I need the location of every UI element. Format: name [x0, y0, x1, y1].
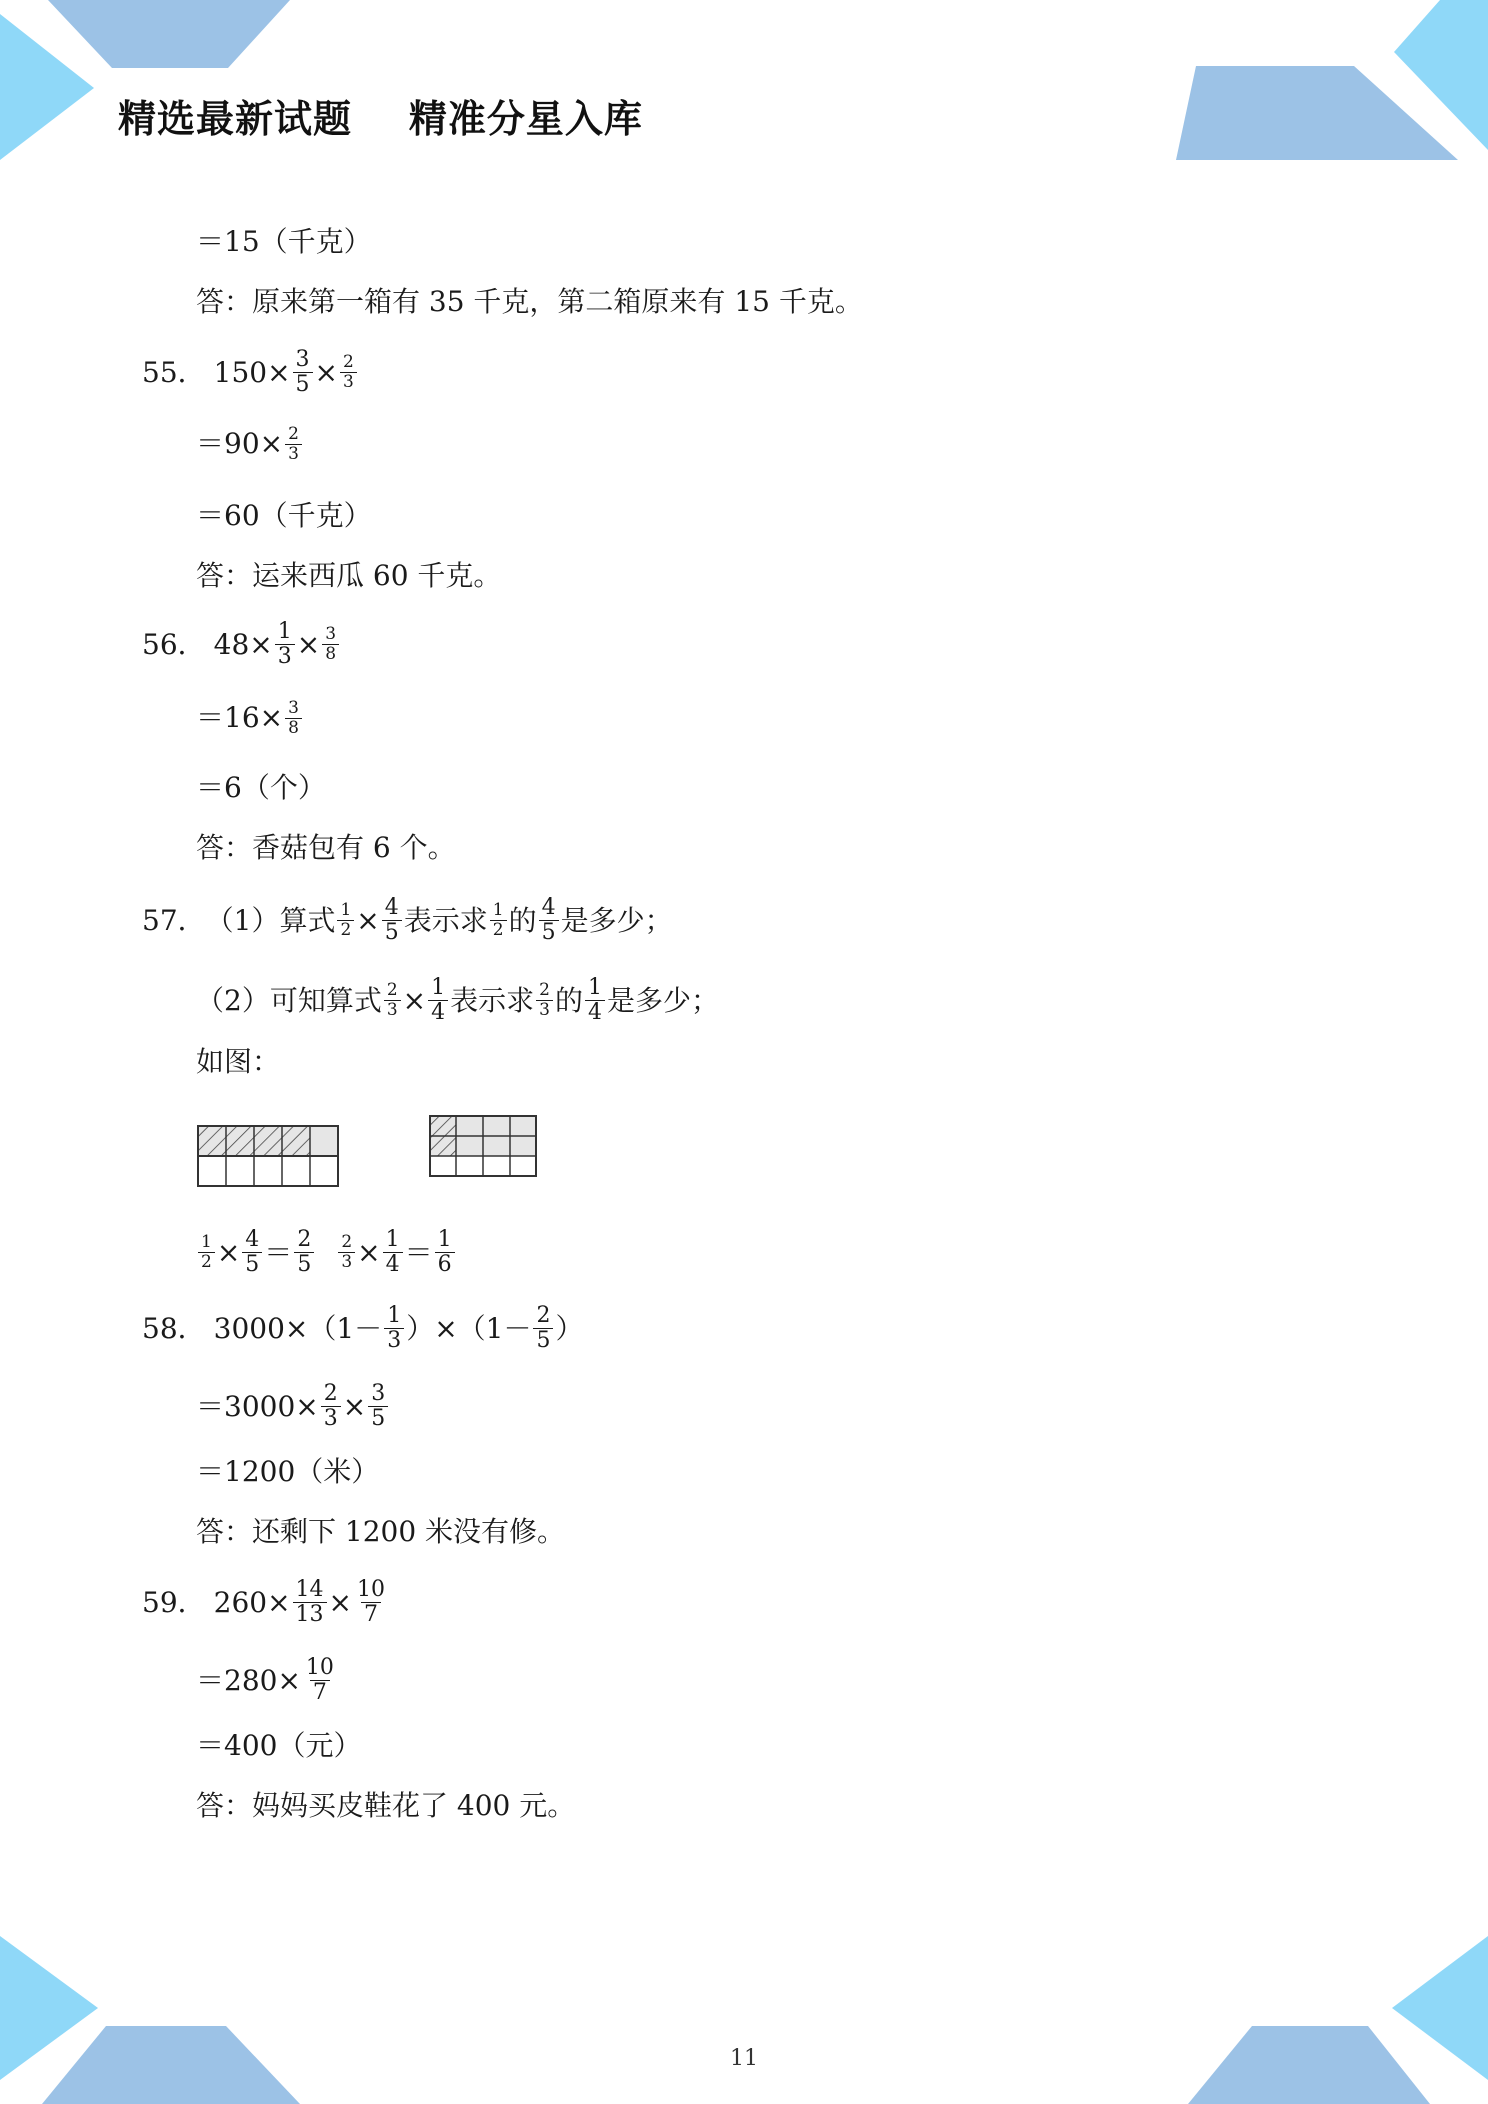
operator: × [357, 1235, 381, 1269]
fraction: $\frac{4}{5}$ [242, 1228, 262, 1277]
question-59 [142, 1578, 390, 1627]
fraction: $\frac{2}{5}$ [294, 1228, 314, 1277]
question-number: 55． [142, 355, 206, 389]
step-line: ＝1200（米） [196, 1455, 380, 1488]
fraction: $\frac{2}{3}$ [285, 425, 302, 464]
text: （2）可知算式 [196, 983, 382, 1017]
question-57-part2 [196, 976, 719, 1025]
expr-text: 3000×（1－ [213, 1311, 383, 1345]
answer-line: 答：原来第一箱有 35 千克，第二箱原来有 15 千克。 [196, 285, 863, 318]
fraction: $\frac{2}{3}$ [384, 981, 401, 1020]
fraction-diagram-left [196, 1124, 346, 1190]
operator: × [216, 1235, 241, 1269]
fraction: $\frac{2}{3}$ [536, 981, 553, 1020]
fraction: $\frac{3}{8}$ [322, 625, 339, 664]
fraction: $\frac{3}{8}$ [285, 699, 302, 738]
equals: ＝ [264, 1235, 293, 1269]
top-right-decoration [1176, 0, 1488, 160]
text: 的 [508, 903, 537, 937]
expr-text: 150× [213, 355, 291, 389]
question-56 [142, 620, 341, 669]
equation-line [196, 1228, 457, 1277]
operator: × [296, 627, 321, 661]
question-number: 56． [142, 627, 206, 661]
answer-line: 答：妈妈买皮鞋花了 400 元。 [196, 1789, 576, 1822]
answer-line: 答：运来西瓜 60 千克。 [196, 559, 502, 592]
fraction: $\frac{2}{3}$ [340, 353, 357, 392]
header-title: 精选最新试题 精准分星入库 [118, 97, 643, 141]
fraction: $\frac{1}{2}$ [198, 1233, 215, 1272]
question-number: 57． [142, 903, 206, 937]
question-55 [142, 348, 359, 397]
equals: ＝ [404, 1235, 433, 1269]
fraction: $\frac{4}{5}$ [382, 896, 402, 945]
expr-text: ＝90× [196, 427, 284, 460]
text: 的 [554, 983, 583, 1017]
step-line [196, 1382, 390, 1431]
expr-text: ＝280× [196, 1663, 301, 1697]
expr-text: ） [555, 1311, 584, 1345]
answer-line: 答：香菇包有 6 个。 [196, 831, 456, 864]
question-58 [142, 1304, 583, 1353]
text: 是多少； [606, 983, 719, 1017]
fraction: $\frac{1}{4}$ [428, 976, 448, 1025]
step-line [196, 424, 304, 464]
expr-text: 260× [213, 1585, 291, 1619]
text-line: ＝15（千克） [196, 225, 372, 258]
fraction: $\frac{1}{6}$ [435, 1228, 455, 1277]
fraction-diagram-right [428, 1114, 540, 1180]
question-57-part1 [142, 896, 673, 945]
step-line: ＝400（元） [196, 1729, 362, 1762]
operator: × [342, 1389, 367, 1423]
fraction: $\frac{1}{2}$ [337, 901, 354, 940]
page-number: 11 [730, 2046, 758, 2071]
fraction: $\frac{3}{5}$ [368, 1382, 388, 1431]
answer-line: 答：还剩下 1200 米没有修。 [196, 1515, 566, 1548]
fraction: $\frac{4}{5}$ [539, 896, 559, 945]
fraction: $\frac{2}{3}$ [338, 1233, 355, 1272]
fraction: $\frac{1}{4}$ [383, 1228, 403, 1277]
fraction: $\frac{2}{5}$ [533, 1304, 553, 1353]
expr-text: 48× [213, 627, 273, 661]
step-line: ＝60（千克） [196, 499, 372, 532]
text: 是多少； [560, 903, 673, 937]
fraction: $\frac{1}{4}$ [585, 976, 605, 1025]
operator: × [328, 1585, 353, 1619]
fraction: $\frac{2}{3}$ [321, 1382, 341, 1431]
fraction: $\frac{1}{3}$ [384, 1304, 404, 1353]
fraction: $\frac{3}{5}$ [293, 348, 313, 397]
question-number: 58． [142, 1311, 206, 1345]
fraction: $\frac{10}{7}$ [305, 1655, 334, 1705]
text: （1）算式 [205, 903, 336, 937]
expr-text: ＝3000× [196, 1389, 319, 1423]
step-line [196, 1656, 339, 1705]
operator: × [402, 983, 427, 1017]
expr-text: ＝16× [196, 701, 284, 734]
fraction: $\frac{14}{13}$ [293, 1578, 327, 1627]
expr-text: ）×（1－ [406, 1311, 532, 1345]
operator: × [356, 903, 380, 937]
fraction: $\frac{10}{7}$ [357, 1577, 386, 1627]
question-number: 59． [142, 1585, 206, 1619]
figure-intro: 如图： [196, 1045, 281, 1078]
fraction: $\frac{1}{3}$ [275, 620, 295, 669]
step-line: ＝6（个） [196, 771, 326, 804]
fraction: $\frac{1}{2}$ [490, 901, 507, 940]
text: 表示求 [450, 983, 535, 1017]
operator: × [314, 355, 339, 389]
step-line [196, 698, 304, 738]
text: 表示求 [403, 903, 488, 937]
bottom-left-decoration [0, 1936, 300, 2104]
bottom-right-decoration [1188, 1936, 1488, 2104]
